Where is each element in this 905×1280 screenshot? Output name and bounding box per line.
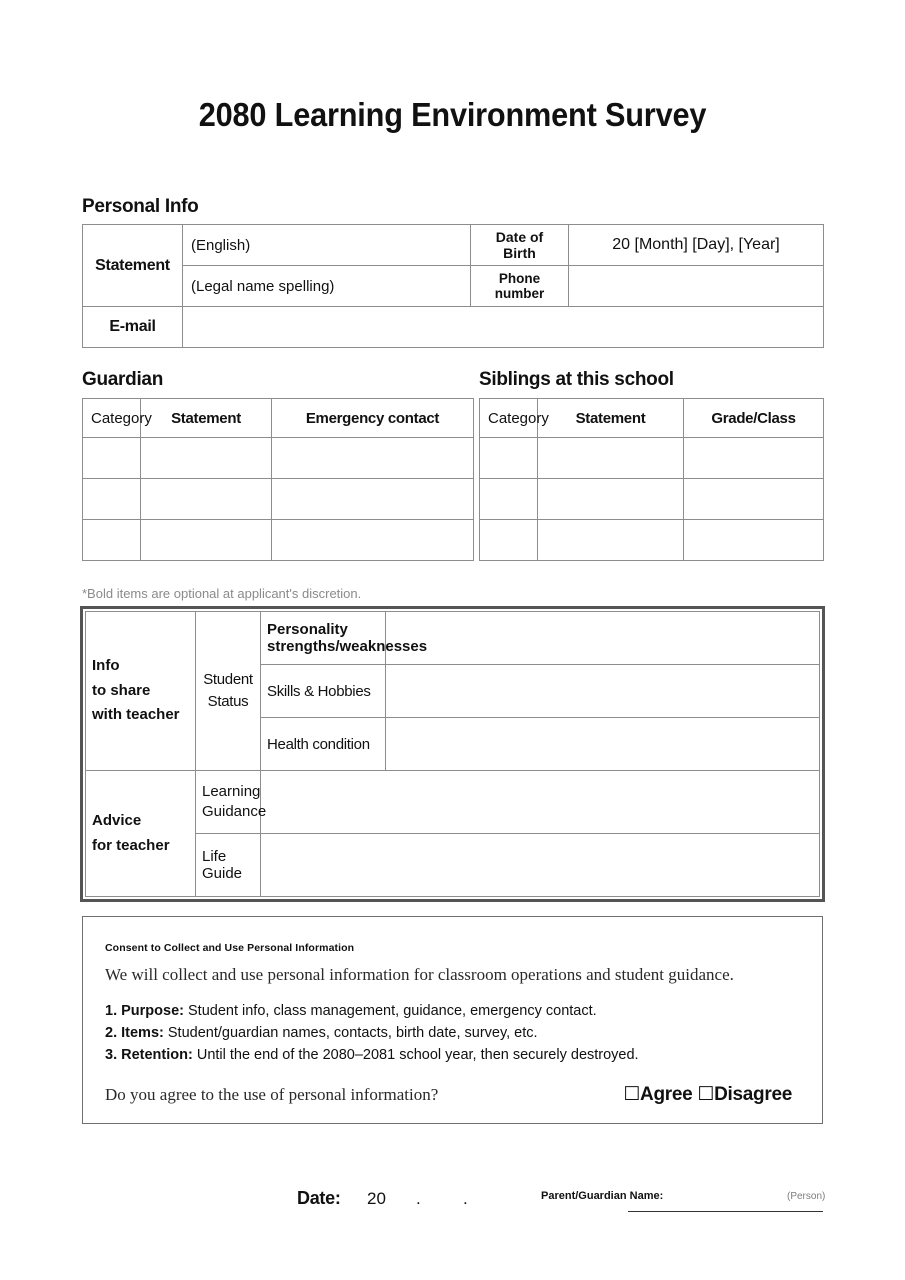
- consent-item-key: Purpose:: [121, 1003, 184, 1019]
- table-row: [86, 612, 820, 665]
- info-group-line-1: Info: [92, 656, 120, 674]
- row-value-life-guide[interactable]: [261, 834, 820, 897]
- teacher-info-section: [80, 606, 825, 902]
- table-row: [83, 307, 824, 348]
- advice-group-line-1: Advice: [92, 811, 142, 829]
- signature-line[interactable]: [628, 1211, 823, 1212]
- agree-label[interactable]: Agree: [640, 1084, 693, 1105]
- table-row: [83, 438, 474, 479]
- siblings-cell-grade[interactable]: [684, 438, 824, 479]
- guardian-cell-category[interactable]: [83, 479, 141, 520]
- consent-question: Do you agree to the use of personal information?: [105, 1085, 439, 1104]
- guardian-cell-statement[interactable]: [141, 479, 272, 520]
- row-label-life-guide: Life Guide: [196, 834, 261, 897]
- guardian-cell-contact[interactable]: [272, 520, 474, 561]
- siblings-cell-grade[interactable]: [684, 479, 824, 520]
- consent-section: [82, 916, 823, 1124]
- row-label-personality: Personality strengths/weaknesses: [261, 612, 386, 665]
- dob-label: Date of Birth: [471, 225, 569, 266]
- consent-item-text: Student info, class management, guidance, emergency contact.: [183, 1003, 597, 1019]
- row-value-personality[interactable]: [386, 612, 820, 665]
- disagree-checkbox-icon[interactable]: ☐: [697, 1084, 715, 1105]
- guardian-cell-statement[interactable]: [141, 438, 272, 479]
- info-group-line-2: to share: [92, 681, 151, 699]
- date-separator-dot: .: [463, 1189, 468, 1208]
- siblings-cell-statement[interactable]: [538, 479, 684, 520]
- disagree-label[interactable]: Disagree: [714, 1084, 792, 1105]
- row-label-health-condition: Health condition: [261, 718, 386, 771]
- phone-label: Phone number: [471, 266, 569, 307]
- siblings-cell-category[interactable]: [480, 438, 538, 479]
- consent-intro-text: We will collect and use personal information for classroom operations and student guidance.: [105, 965, 734, 984]
- dob-value[interactable]: 20 [Month] [Day], [Year]: [569, 225, 824, 266]
- consent-item-key: Retention:: [121, 1047, 193, 1063]
- guardian-col-category: Category: [83, 399, 141, 438]
- info-to-share-group-label: [86, 612, 196, 771]
- consent-item-retention: [105, 1047, 639, 1063]
- siblings-col-category: Category: [480, 399, 538, 438]
- agree-checkbox-icon[interactable]: ☐: [623, 1084, 641, 1105]
- consent-item-text: Until the end of the 2080–2081 school year, then securely destroyed.: [192, 1047, 639, 1063]
- siblings-cell-statement[interactable]: [538, 520, 684, 561]
- student-status-line-1: Student: [203, 670, 253, 688]
- section-heading-siblings: Siblings at this school: [479, 369, 674, 390]
- table-row: [86, 834, 820, 897]
- optional-items-note: *Bold items are optional at applicant's discretion.: [82, 586, 362, 601]
- name-english-field[interactable]: (English): [183, 225, 471, 266]
- row-label-skills-hobbies: Skills & Hobbies: [261, 665, 386, 718]
- info-group-line-3: with teacher: [92, 706, 180, 724]
- table-row: [480, 520, 824, 561]
- consent-item-items: [105, 1025, 538, 1041]
- guardian-cell-category[interactable]: [83, 438, 141, 479]
- advice-for-teacher-group-label: [86, 771, 196, 897]
- date-separator-dot: .: [416, 1189, 421, 1208]
- email-label: E-mail: [83, 307, 183, 348]
- name-legal-field[interactable]: (Legal name spelling): [183, 266, 471, 307]
- guardian-table: [82, 398, 474, 561]
- guardian-cell-contact[interactable]: [272, 438, 474, 479]
- guardian-cell-contact[interactable]: [272, 479, 474, 520]
- guardian-col-statement: Statement: [141, 399, 272, 438]
- consent-heading: Consent to Collect and Use Personal Information: [105, 942, 355, 954]
- section-heading-guardian: Guardian: [82, 369, 164, 390]
- advice-group-line-2: for teacher: [92, 836, 170, 854]
- personal-info-table: [82, 224, 824, 348]
- table-header-row: [480, 399, 824, 438]
- row-value-skills-hobbies[interactable]: [386, 665, 820, 718]
- learning-guidance-line-2: Guidance: [202, 803, 267, 820]
- row-value-learning-guidance[interactable]: [261, 771, 820, 834]
- row-label-learning-guidance: [196, 771, 267, 834]
- table-header-row: [83, 399, 474, 438]
- learning-guidance-line-1: Learning: [202, 782, 261, 800]
- student-status-group-label: [196, 612, 261, 771]
- siblings-table: [479, 398, 824, 561]
- consent-item-text: Student/guardian names, contacts, birth date, survey, etc.: [163, 1025, 538, 1041]
- guardian-col-emergency-contact: Emergency contact: [272, 399, 474, 438]
- consent-item-number: 1.: [105, 1003, 122, 1019]
- table-row: [83, 225, 824, 266]
- date-label: Date:: [297, 1188, 341, 1208]
- consent-item-number: 2.: [105, 1025, 122, 1041]
- table-row: [83, 266, 824, 307]
- siblings-col-statement: Statement: [538, 399, 684, 438]
- table-row: [86, 771, 820, 834]
- student-status-line-2: Status: [207, 693, 249, 710]
- table-row: [83, 520, 474, 561]
- page-title: 2080 Learning Environment Survey: [198, 96, 707, 133]
- phone-value-field[interactable]: [569, 266, 824, 307]
- consent-item-key: Items:: [121, 1025, 164, 1041]
- guardian-name-label: Parent/Guardian Name:: [541, 1190, 664, 1202]
- table-row: [480, 479, 824, 520]
- consent-choices: [623, 1083, 792, 1106]
- personal-statement-label: Statement: [83, 225, 183, 307]
- date-year-field[interactable]: 20: [367, 1189, 386, 1208]
- siblings-cell-category[interactable]: [480, 479, 538, 520]
- guardian-cell-category[interactable]: [83, 520, 141, 561]
- footer: [0, 1180, 905, 1240]
- teacher-info-table: [85, 611, 820, 897]
- person-hint-label: (Person): [787, 1191, 826, 1202]
- siblings-col-grade-class: Grade/Class: [684, 399, 824, 438]
- guardian-cell-statement[interactable]: [141, 520, 272, 561]
- table-row: [480, 438, 824, 479]
- consent-item-purpose: [105, 1003, 597, 1019]
- siblings-cell-statement[interactable]: [538, 438, 684, 479]
- siblings-cell-category[interactable]: [480, 520, 538, 561]
- row-value-health-condition[interactable]: [386, 718, 820, 771]
- siblings-cell-grade[interactable]: [684, 520, 824, 561]
- section-heading-personal-info: Personal Info: [82, 196, 199, 217]
- email-value-field[interactable]: [183, 307, 824, 348]
- consent-item-number: 3.: [105, 1047, 122, 1063]
- table-row: [83, 479, 474, 520]
